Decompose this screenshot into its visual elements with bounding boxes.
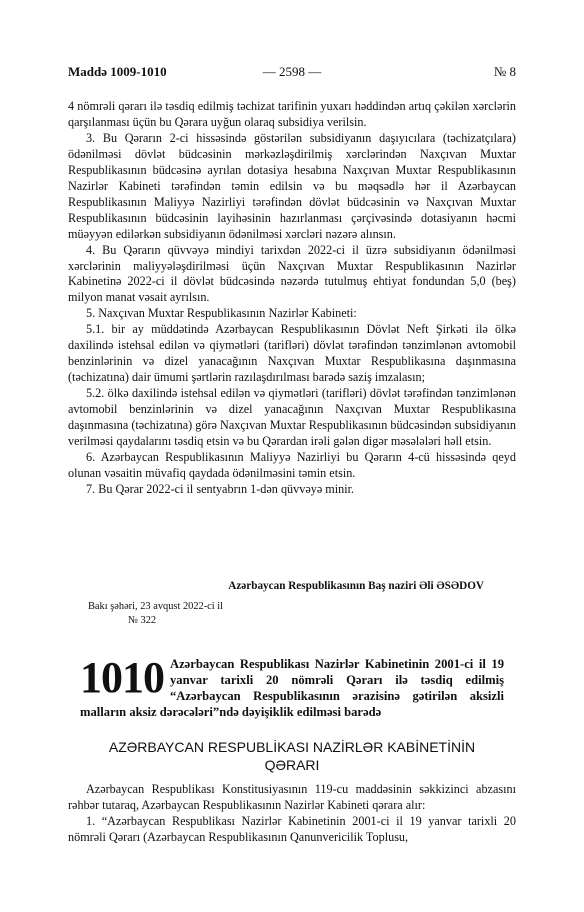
paragraph-7: 7. Bu Qərar 2022-ci il sentyabrın 1-dən qüvvəyə minir.	[86, 481, 355, 496]
paragraph-5-2: 5.2. ölkə daxilində istehsal edilən və qiymətləri (tarifləri) dövlət tərəfindən tənzimlənən avtomobil benzinlərinin və dizel yanacağının Naxçıvan Muxtar Respublikasına daşınmasına (təchizatına) görə Naxçıvan Muxtar Respublikasının büdcəsindən subsidiyanın verilməsi qaydalarını təsdiq etsin və bu Qərardan irəli gələn digər məsələləri həll etsin.	[68, 386, 516, 449]
signature: Azərbaycan Respublikasının Baş naziri Əli ƏSƏDOV	[228, 580, 484, 592]
issue-number: № 8	[493, 64, 516, 79]
paragraph-5-1: 5.1. bir ay müddətində Azərbaycan Respublikasının Dövlət Neft Şirkəti ilə ölkə daxilində istehsal edilən və qiymətləri (tarifləri) dövlət tərəfindən tənzimlənən avtomobil benzinlərinin və dizel yanacağının Naxçıvan Muxtar Respublikasına daşınmasına (təchizatına) dair ümumi şərtlərin razılaşdırılması barədə saziş imzalasın;	[68, 322, 516, 385]
article-number: 1010	[80, 653, 164, 702]
place-date: Bakı şəhəri, 23 avqust 2022-ci il	[88, 601, 224, 612]
paragraph-4: 4. Bu Qərarın qüvvəyə mindiyi tarixdən 2022-ci il üzrə subsidiyanın ödənilməsi xərclərinin maliyyələşdirilməsi üçün Naxçıvan Muxtar Respublikasının Nazirlər Kabinetinə 2022-ci il dövlət büdcəsində nəzərdə tutulmuş ehtiyat fondundan 5,0 (beş) milyon manat vəsait ayrılsın.	[68, 242, 516, 305]
page-header	[68, 64, 516, 82]
decree-body	[68, 99, 516, 498]
decree-heading	[80, 653, 504, 720]
paragraph-6: 6. Azərbaycan Respublikasının Maliyyə Nazirliyi bu Qərarın 4-cü hissəsində qeyd olunan vəsaitin müvafiq qaydada ödənilməsini təmin etsin.	[68, 449, 516, 480]
page-number: — 2598 —	[262, 64, 322, 79]
decree-heading-text: Azərbaycan Respublikası Nazirlər Kabinetinin 2001-ci il 19 yanvar tarixli 20 nömrəli Qərarı ilə təsdiq edilmiş “Azərbaycan Respublikasının ərazisinə gətirilən aksizli malların aksiz dərəcələri”ndə dəyişiklik edilməsi barədə	[80, 657, 504, 719]
decree-title	[68, 738, 516, 774]
paragraph-3: 3. Bu Qərarın 2-ci hissəsində göstərilən subsidiyanın daşıyıcılara (təchizatçılara) ödənilməsi dövlət büdcəsinin mərkəzləşdirilmiş xərclərindən Naxçıvan Muxtar Respublikasının büdcəsinə ayrılan dotasiya hesabına Naxçıvan Muxtar Respublikasının Nazirlər Kabineti tərəfindən təmin edilsin və bu məqsədlə hər il Azərbaycan Respublikasının Maliyyə Nazirliyi tərəfindən dövlət büdcəsinin və Naxçıvan Muxtar Respublikasının büdcəsinin layihəsinin hazırlanması çərçivəsində dotasiyanın həcmi müəyyən edilərkən subsidiyanın ödənilməsi xərcləri nəzərə alınsın.	[68, 130, 516, 241]
article-range: Maddə 1009-1010	[68, 64, 167, 79]
decree-number: № 322	[128, 615, 157, 626]
intro-paragraph: Azərbaycan Respublikası Konstitusiyasının 119-cu maddəsinin səkkizinci abzasını rəhbər tutaraq, Azərbaycan Respublikasının Nazirlər Kabineti qərara alır:	[68, 782, 516, 812]
paragraph-5: 5. Naxçıvan Muxtar Respublikasının Nazirlər Kabineti:	[86, 306, 357, 321]
date-block	[88, 600, 288, 628]
title-line-2: QƏRARI	[264, 757, 320, 773]
intro-text	[68, 782, 516, 846]
title-line-1: AZƏRBAYCAN RESPUBLİKASI NAZİRLƏR KABİNETİNİN	[108, 739, 476, 755]
item-1: 1. “Azərbaycan Respublikası Nazirlər Kabinetinin 2001-ci il 19 yanvar tarixli 20 nömrəli Qərarı (Azərbaycan Respublikasının Qanunvericilik Toplusu,	[68, 813, 516, 844]
paragraph-continuation: 4 nömrəli qərarı ilə təsdiq edilmiş təchizat tarifinin yuxarı həddindən artıq çəkilən xərclərin qarşılanması üçün bu Qərara uyğun olaraq subsidiya verilsin.	[68, 99, 516, 129]
